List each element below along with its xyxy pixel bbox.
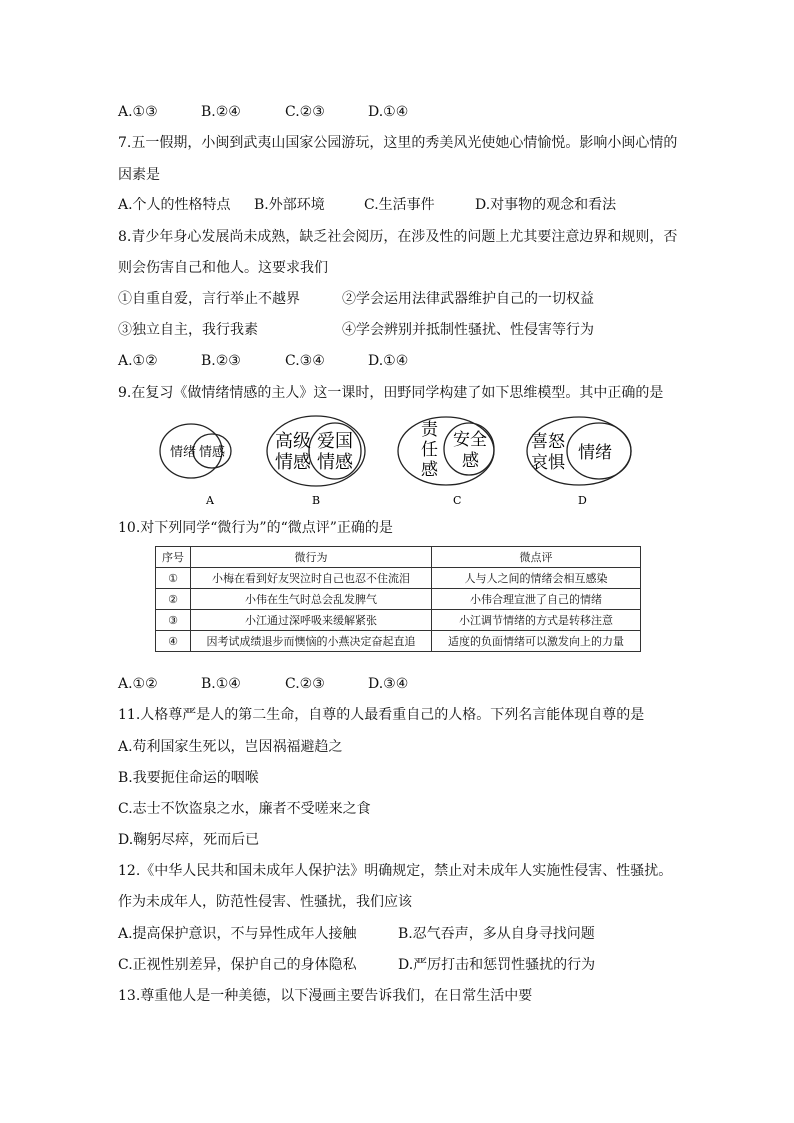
venn-b — [267, 416, 365, 507]
q6-option-a: A.①③ — [118, 104, 158, 120]
table-cell: 人与人之间的情绪会相互感染 — [432, 568, 641, 589]
q13-stem: 13.尊重他人是一种美德，以下漫画主要告诉我们，在日常生活中要 — [118, 988, 533, 1004]
q10-stem: 10.对下列同学“微行为”的“微点评”正确的是 — [118, 520, 393, 536]
q10-options — [118, 674, 408, 694]
q9-stem: 9.在复习《做情绪情感的主人》这一课时，田野同学构建了如下思维模型。其中正确的是 — [118, 385, 664, 401]
q8-stem-line1: 8.青少年身心发展尚未成熟，缺乏社会阅历，在涉及性的问题上尤其要注意边界和规则，否 — [118, 229, 678, 245]
venn-b-outer-l2: 情感 — [275, 452, 311, 473]
table-cell: 因考试成绩退步而懊恼的小燕决定奋起直追 — [191, 631, 432, 652]
q11-option-c: C.志士不饮盗泉之水，廉者不受嗟来之食 — [118, 801, 371, 817]
q8-option-d: D.①④ — [368, 353, 409, 369]
q6-option-b: B.②④ — [201, 104, 241, 120]
q8-item-1: ①自重自爱，言行举止不越界 — [118, 291, 300, 307]
q11-stem: 11.人格尊严是人的第二生命，自尊的人最看重自己的人格。下列名言能体现自尊的是 — [118, 707, 645, 723]
q6-option-c: C.②③ — [285, 104, 325, 120]
q12-option-a: A.提高保护意识，不与异性成年人接触 — [118, 926, 357, 942]
table-cell: 小梅在看到好友哭泣时自己也忍不住流泪 — [191, 568, 432, 589]
table-cell: 小伟合理宣泄了自己的情绪 — [432, 589, 641, 610]
q11-option-b: B.我要扼住命运的咽喉 — [118, 770, 259, 786]
venn-d-inner: 情绪 — [578, 443, 612, 463]
venn-a — [160, 424, 231, 507]
venn-c-outer-l1: 责 — [421, 420, 438, 440]
venn-b-outer-l1: 高级 — [275, 431, 311, 452]
venn-c-outer-l3: 感 — [421, 460, 438, 480]
table-cell: ② — [156, 589, 191, 610]
q8-item-3: ③独立自主，我行我素 — [118, 322, 258, 338]
table-cell: ④ — [156, 631, 191, 652]
q7-option-c: C.生活事件 — [364, 197, 435, 213]
q7-stem-line1: 7.五一假期，小闽到武夷山国家公园游玩，这里的秀美风光使她心情愉悦。影响小闽心情的 — [118, 135, 678, 151]
q8-option-a: A.①② — [118, 353, 158, 369]
q6-options — [118, 102, 408, 122]
table-cell: ③ — [156, 610, 191, 631]
venn-d-outer-l2: 哀惧 — [531, 453, 565, 473]
q8-option-b: B.②③ — [201, 353, 241, 369]
q7-option-d: D.对事物的观念和看法 — [475, 197, 617, 213]
venn-a-inner: 情感 — [199, 445, 226, 460]
venn-b-inner-l1: 爱国 — [317, 431, 353, 452]
q12-option-c: C.正视性别差异，保护自己的身体隐私 — [118, 957, 357, 973]
q8-option-c: C.③④ — [285, 353, 325, 369]
venn-c-label: C — [453, 494, 462, 507]
venn-c-inner-l1: 安全 — [453, 430, 487, 450]
venn-c-inner-l2: 感 — [462, 451, 479, 471]
venn-d — [527, 417, 631, 507]
q8-options — [118, 351, 408, 371]
q10-option-d: D.③④ — [368, 676, 409, 692]
q8-stem-line2: 则会伤害自己和他人。这要求我们 — [118, 260, 328, 276]
table-header-cell: 序号 — [156, 547, 191, 568]
venn-d-label: D — [578, 494, 587, 507]
table-row — [156, 610, 641, 631]
q10-table — [155, 546, 641, 652]
table-header-cell: 微点评 — [432, 547, 641, 568]
venn-a-outer: 情绪 — [170, 445, 197, 460]
q11-option-a: A.苟利国家生死以，岂因祸福避趋之 — [118, 739, 343, 755]
q7-options — [118, 195, 616, 215]
table-row — [156, 589, 641, 610]
venn-c — [398, 417, 494, 507]
q9-venn-figure — [157, 411, 661, 511]
q8-item-2: ②学会运用法律武器维护自己的一切权益 — [342, 291, 594, 307]
venn-a-label: A — [206, 494, 214, 507]
table-cell: 小伟在生气时总会乱发脾气 — [191, 589, 432, 610]
venn-b-label: B — [312, 494, 321, 507]
q10-option-a: A.①② — [118, 676, 158, 692]
q12-option-d: D.严厉打击和惩罚性骚扰的行为 — [398, 957, 596, 973]
q11-option-d: D.鞠躬尽瘁，死而后已 — [118, 832, 260, 848]
q7-option-a: A.个人的性格特点 — [118, 197, 231, 213]
table-cell: 适度的负面情绪可以激发向上的力量 — [432, 631, 641, 652]
venn-c-outer-l2: 任 — [421, 440, 438, 460]
q10-option-c: C.②③ — [285, 676, 325, 692]
table-header-cell: 微行为 — [191, 547, 432, 568]
q6-option-d: D.①④ — [368, 104, 409, 120]
q12-option-b: B.忍气吞声，多从自身寻找问题 — [398, 926, 595, 942]
q12-stem-line2: 作为未成年人，防范性侵害、性骚扰，我们应该 — [118, 894, 412, 910]
q8-item-4: ④学会辨别并抵制性骚扰、性侵害等行为 — [342, 322, 594, 338]
venn-b-inner-l2: 情感 — [317, 452, 353, 473]
table-cell: 小江通过深呼吸来缓解紧张 — [191, 610, 432, 631]
table-cell: 小江调节情绪的方式是转移注意 — [432, 610, 641, 631]
table-header-row — [156, 547, 641, 568]
table-row — [156, 631, 641, 652]
q7-option-b: B.外部环境 — [254, 197, 325, 213]
table-row — [156, 568, 641, 589]
venn-d-outer-l1: 喜怒 — [531, 432, 565, 452]
q7-stem-line2: 因素是 — [118, 167, 160, 183]
table-cell: ① — [156, 568, 191, 589]
q10-option-b: B.①④ — [201, 676, 241, 692]
q12-stem-line1: 12.《中华人民共和国未成年人保护法》明确规定，禁止对未成年人实施性侵害、性骚扰。 — [118, 863, 673, 879]
